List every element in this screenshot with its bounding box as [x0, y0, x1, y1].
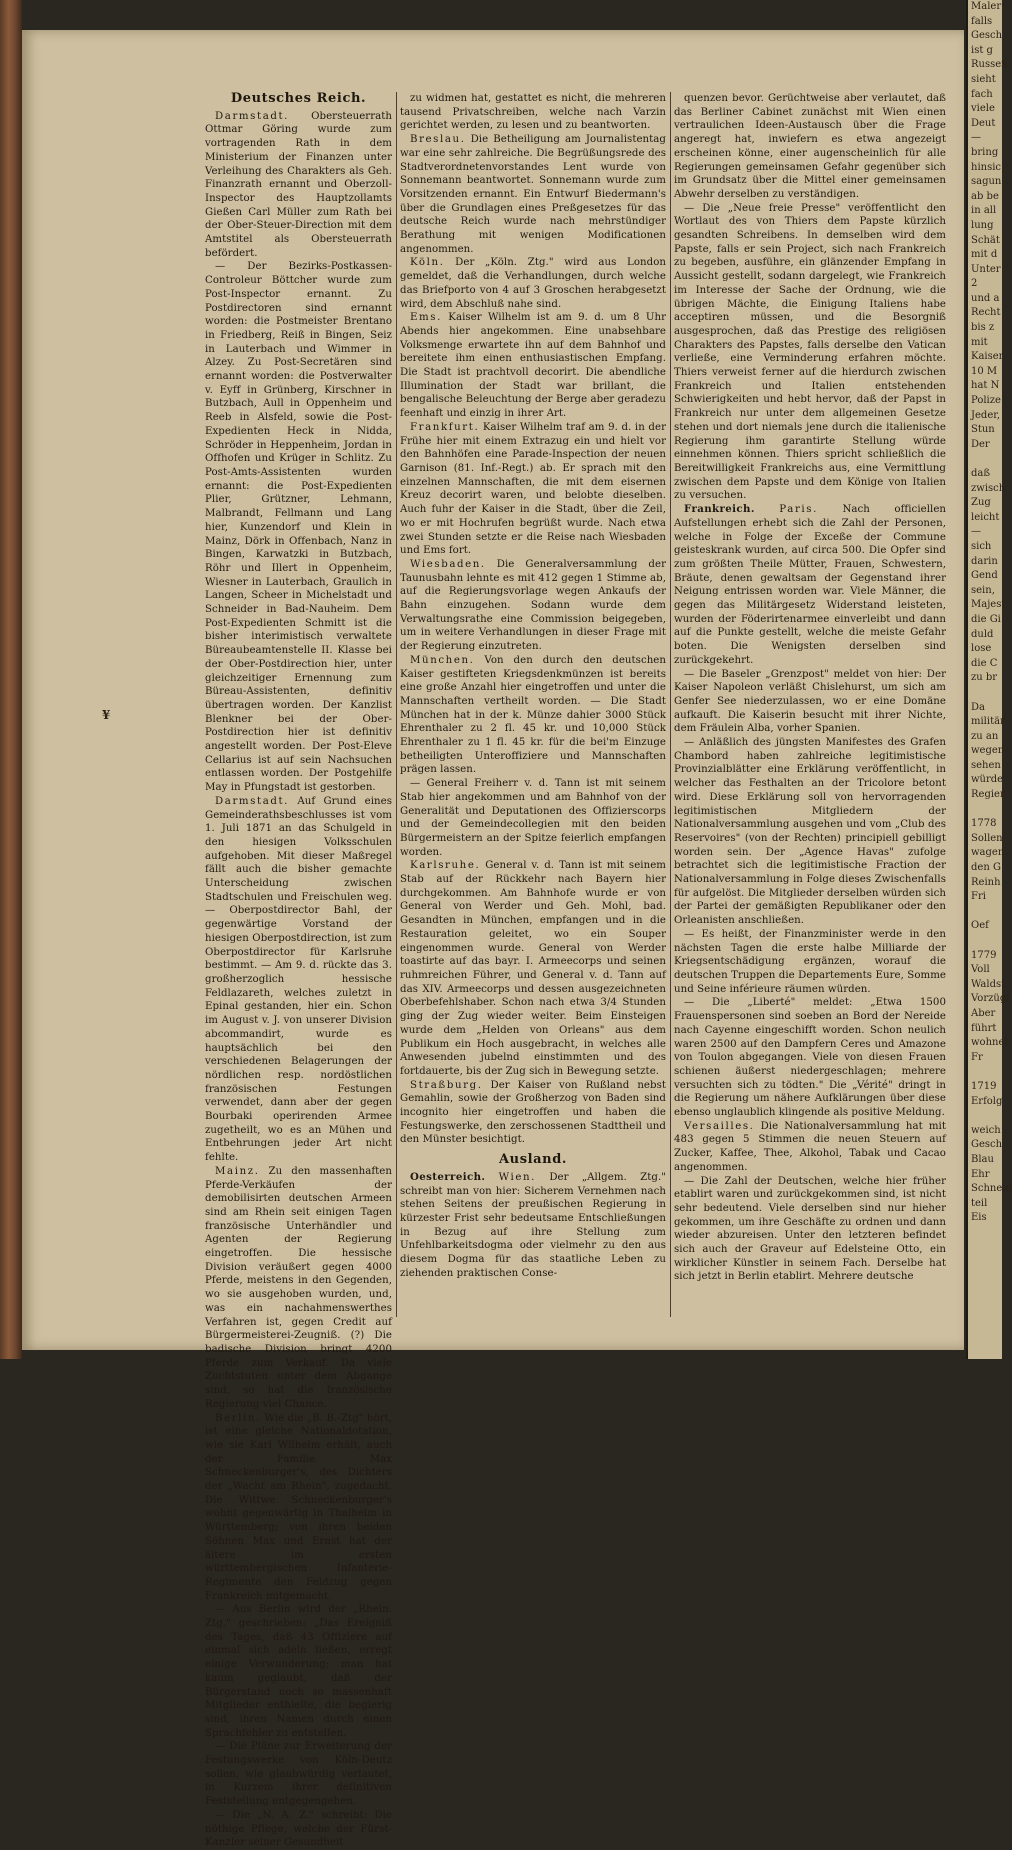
article-paragraph: [205, 1809, 392, 1850]
column-rule: [670, 92, 671, 1317]
dateline-place: Wiesbaden.: [410, 558, 486, 570]
adjacent-page-fragment: zu br: [971, 672, 998, 684]
article-paragraph: [400, 92, 666, 133]
dateline-place: Mainz.: [215, 1165, 260, 1177]
dateline-place: Straßburg.: [410, 1079, 483, 1091]
adjacent-page-fragment: lung: [971, 219, 994, 231]
adjacent-page-fragment: falls: [971, 15, 993, 27]
column-1: [205, 91, 392, 1849]
paragraph-text: — Die Pläne zur Erweiterung der Festungswerke von Köln-Deutz sollen, wie glaubwürdig verlautet, in Kurzem ihrer definitiven Feststellung entgegengehen.: [205, 1741, 392, 1808]
adjacent-page-fragment: Zug: [971, 497, 991, 509]
article-paragraph: [674, 996, 946, 1119]
country-subheading: Frankreich.: [684, 503, 755, 516]
adjacent-page-fragment: sieht: [971, 73, 996, 85]
dateline-place: München.: [410, 654, 475, 666]
adjacent-page-fragment: [968, 686, 1002, 701]
adjacent-page-fragment: Sollen: [971, 832, 1003, 844]
paragraph-text: Obersteuerrath Ottmar Göring wurde zum vortragenden Rath in dem Ministerium der Finanzen unter Verleihung des Charakters als Geh. Finanzrath ernannt und Oberzoll-Inspector des Hauptzollamts Gießen Carl Müller zum Rath bei der Ober-Steuer-Direction mit dem Amtstitel als Obersteuerrath befördert.: [205, 110, 392, 259]
adjacent-page-fragment: bis z: [971, 322, 995, 334]
adjacent-page-fragment: Russen: [971, 59, 1008, 71]
adjacent-page-fragment: Schät: [971, 234, 1000, 246]
paragraph-text: — Die Baseler „Grenzpost" meldet von hier: Der Kaiser Napoleon verläßt Chislehurst, um sich am Genfer See niederzulassen, wo er eine Domäne aufkauft. Die Kaiserin besucht mit ihrer Nichte, dem Fräulein Alba, vorher Spanien.: [674, 668, 946, 735]
dateline-place: Karlsruhe.: [410, 860, 481, 872]
dateline-place: Versailles.: [684, 1120, 755, 1132]
article-paragraph: [400, 1079, 666, 1148]
paragraph-text: Zu den massenhaften Pferde-Verkäufen der demobilisirten deutschen Armeen sind am Rhein seit einigen Tagen französische Unterhändler und Agenten der Regierung eingetroffen. Die hessische Division veräußert gegen 4000 Pferde, meistens in den Gegenden, wo sie ausgehoben wurden, und, was ein nachahmenswerthes Verfahren ist, gegen Credit auf Bürgermeisterei-Zeugniß. (?) Die badische Division bringt 4200 Pferde zum Verkauf. Da viele Zuchtstuten unter dem Abgange sind, so hat die französische Regierung viel Chance.: [205, 1165, 392, 1410]
article-paragraph: [674, 503, 946, 667]
adjacent-page-fragment: sagun: [971, 176, 1002, 188]
column-rule: [396, 92, 397, 1317]
paragraph-text: — Die „Liberté" meldet: „Etwa 1500 Frauenspersonen sind soeben an Bord der Nereide nach Cayenne eingeschifft worden. Schon neulich waren 2500 auf den Dampfern Ceres und Amazone von Toulon abgegangen. Viele von diesen Frauen schienen äußerst niedergeschlagen; mehrere versuchten sich zu tödten." Die „Vérité" dringt in die Regierung um nähere Aufklärungen über diese ebenso unglaublich klingende als positive Meldung.: [674, 997, 946, 1119]
adjacent-page-fragment: zu an: [971, 730, 999, 742]
paragraph-text: — Die „N. A. Z." schreibt: Die nöthige Pflege, welche der Fürst-Kanzler seiner Gesundheit: [205, 1809, 392, 1849]
adjacent-page-fragment: darin: [971, 555, 998, 567]
adjacent-page-edge: [966, 0, 1012, 1359]
article-paragraph: [205, 1740, 392, 1809]
adjacent-page-fragment: ab be: [971, 190, 999, 202]
article-paragraph: [674, 668, 946, 737]
book-spine: [0, 0, 22, 1359]
adjacent-page-fragment: sein,: [971, 584, 995, 596]
dateline-place: Wien.: [498, 1171, 537, 1183]
adjacent-page-fragment: Kaiser: [971, 351, 1004, 363]
article-paragraph: [400, 256, 666, 311]
adjacent-page-fragment: Stun: [971, 424, 995, 436]
article-paragraph: [205, 260, 392, 794]
adjacent-page-fragment: Polize: [971, 395, 1001, 407]
adjacent-page-fragment: Gend: [971, 570, 998, 582]
adjacent-page-fragment: Recht: [971, 307, 1001, 319]
article-paragraph: [674, 1175, 946, 1285]
adjacent-page-fragment: [968, 905, 1002, 920]
adjacent-page-fragment: den G: [971, 862, 1001, 874]
adjacent-page-fragment: Da: [971, 701, 985, 713]
adjacent-page-fragment: militär: [971, 716, 1005, 728]
dateline-place: Ems.: [410, 312, 442, 324]
paragraph-text: — Die Zahl der Deutschen, welche hier früher etablirt waren und zurückgekommen sind, ist nicht sehr bedeutend. Viele derselben sind nur hieher gekommen, um ihre Geschäfte zu ordnen und dann wieder abzureisen. Unter den letzteren befindet sich auch der Graveur auf Edelsteine Otto, ein wirklicher Künstler in seinem Fach. Derselbe hat sich jetzt in Berlin etablirt. Mehrere deutsche: [674, 1175, 946, 1283]
adjacent-page-fragment: Deut: [971, 117, 996, 129]
paragraph-text: Kaiser Wilhelm ist am 9. d. um 8 Uhr Abends hier angekommen. Eine unabsehbare Volksmenge erwartete ihn auf dem Bahnhof und bereitete ihm einen enthusiastischen Empfang. Die Stadt ist prachtvoll decorirt. Die abendliche Illumination der Stadt war brillant, die bengalische Beleuchtung der Berge aber geradezu feenhaft und einzig in ihrer Art.: [400, 312, 666, 420]
adjacent-page-fragment: Fr: [971, 1051, 983, 1063]
adjacent-page-fragment: sehen: [971, 759, 1001, 771]
adjacent-page-fragment: leicht: [971, 511, 1000, 523]
ausland-heading: Ausland.: [498, 1152, 568, 1168]
paragraph-text: — Die „Neue freie Presse" veröffentlicht den Wortlaut des von Thiers dem Papste kürzlich gesandten Schreibens. In demselben wird dem Papste, falls er sein Project, sich nach Frankreich zu begeben, ausführe, ein glänzender Empfang in Aussicht gestellt, sodann dargelegt, wie Frankreich im Interesse der Sache der Ordnung, wie die übrigen Mächte, die Einigung Italiens habe acceptiren müssen, und die Besorgniß ausgesprochen, daß das Prestige des religiösen Charakters des Papstes, falls derselbe den Vatican verließe, eine Verminderung erfahren möchte. Thiers verweist ferner auf die hierdurch zwischen Frankreich und Italien entstehenden Schwierigkeiten und hebt hervor, daß der Papst in Frankreich nur unter dem allgemeinen Gesetze stehen und dort niemals jene durch die italienische Regierung ihm garantirte Stellung würde einnehmen können. Thiers spricht schließlich die Bereitwilligkeit Frankreichs aus, eine Vermittlung zwischen dem Papste und dem Könige von Italien zu versuchen.: [674, 202, 946, 502]
article-paragraph: [674, 1120, 946, 1175]
article-paragraph: [205, 795, 392, 1165]
article-paragraph: [400, 558, 666, 654]
article-paragraph: [400, 1171, 666, 1281]
paragraph-text: Wie die „B. B.-Ztg" hört, ist eine gleiche Nationaldotation, wie sie Karl Wilhelm erhält, auch der Familie Max Schneckenburger's, des Dichters der „Wacht am Rhein", zugedacht. Die Wittwe Schneckenburger's wohnt gegenwärtig in Thalheim in Württemberg; von ihren beiden Söhnen Max und Ernst hat der ältere im ersten württembergischen Infanterie-Regimente den Feldzug gegen Frankreich mitgemacht.: [205, 1412, 392, 1602]
article-paragraph: [400, 777, 666, 859]
column-2: [400, 92, 666, 1317]
article-paragraph: [400, 133, 666, 256]
paragraph-text: quenzen bevor. Gerüchtweise aber verlautet, daß das Berliner Cabinet zunächst mit Wien einen vertraulichen Ideen-Austausch über die Frage angeregt hat, inwiefern es etwa angezeigt erscheinen könne, einer augenscheinlich für alle Regierungen gemeinsamen Gefahr gegenüber sich im Grundsatz über die Mittel einer gemeinsamen Abwehr derselben zu verständigen.: [674, 93, 946, 200]
article-paragraph: [205, 1603, 392, 1740]
adjacent-page-fragment: in all: [971, 205, 997, 217]
adjacent-page-fragment: [968, 803, 1002, 818]
adjacent-page-fragment: Unter: [971, 263, 1001, 275]
adjacent-page-fragment: teil: [971, 1197, 988, 1209]
adjacent-page-fragment: wagen: [971, 847, 1005, 859]
adjacent-page-fragment: Fri: [971, 891, 986, 903]
adjacent-page-fragment: Blau: [971, 1153, 994, 1165]
paragraph-text: — Der Bezirks-Postkassen-Controleur Böttcher wurde zum Post-Inspector ernannt. Zu Postdirectoren sind ernannt worden: die Postmeister Brentano in Friedberg, Reiß in Bingen, Seiz in Lauterbach und Wimmer in Alzey. Zu Post-Secretären sind ernannt worden: die Postverwalter v. Eyff in Grünberg, Kirschner in Butzbach, Aull in Oppenheim und Reeb in Alsfeld, sowie die Post-Expedienten Heck in Nidda, Schröder in Heppenheim, Jordan in Offhofen und Krüger in Schlitz. Zu Post-Amts-Assistenten wurden ernannt: die Post-Expedienten Plier, Grützner, Lehmann, Malbrandt, Fellmann und Lang hier, Kunzendorf und Klein in Mainz, Dörk in Offenbach, Nanz in Bingen, Karwatzki in Butzbach, Röhr und Illert in Oppenheim, Wiesner in Lauterbach, Graulich in Langen, Scheer in Michelstadt und Schneider in Bad-Nauheim. Dem Post-Expedienten Schmitt ist die bisher interimistisch verwaltete Büreaubeamtenstelle II. Klasse bei der Ober-Postdirection hier, unter gleichzeitiger Ernennung zum Büreau-Assistenten, definitiv übertragen worden. Der Kanzlist Blenkner bei der Ober-Postdirection hier ist definitiv angestellt worden. Der Post-Eleve Cellarius ist auf sein Nachsuchen entlassen worden. Der Postgehilfe May in Pfungstadt ist gestorben.: [205, 261, 392, 794]
adjacent-page-fragment: viele: [971, 103, 995, 115]
adjacent-page-fragment: sich: [971, 540, 992, 552]
article-paragraph: [400, 654, 666, 777]
article-paragraph: [674, 202, 946, 503]
article-paragraph: [400, 311, 666, 421]
article-paragraph: [674, 928, 946, 997]
adjacent-page-fragment: bring: [971, 146, 999, 158]
adjacent-page-fragment: Vorzügl: [971, 993, 1010, 1005]
paragraph-text: — Anläßlich des jüngsten Manifestes des Grafen Chambord haben zahlreiche legitimistische Provinzialblätter eine Erklärung veröffentlicht, in welcher das Festhalten an der Tricolore betont wird. Diese Erklärung soll von hervorragenden legitimistischen Mitgliedern der Nationalversammlung ausgehen und vom „Club des Reservoires" (von der Rechten) principiell gebilligt worden sein. Der „Agence Havas" zufolge betrachtet sich die legitimistische Fraction der Nationalversammlung in Folge dieses Zwischenfalls für aufgelöst. Die Mitglieder derselben würden sich der Partei der gemäßigten Republikaner oder den Orleanisten anschließen.: [674, 737, 946, 927]
adjacent-page-fragment: Maler: [971, 1, 1002, 12]
paragraph-text: Der Kaiser von Rußland nebst Gemahlin, sowie der Großherzog von Baden sind incognito hier eingetroffen und haben die Festungswerke, den zerschossenen Stadttheil und den Münster besichtigt.: [400, 1079, 667, 1146]
dateline-place: Paris.: [779, 504, 818, 516]
adjacent-page-fragment: ist g: [971, 44, 993, 56]
paragraph-text: Von den durch den deutschen Kaiser gestifteten Kriegsdenkmünzen ist bereits eine große Anzahl hier eingetroffen und unter die Mannschaften vertheilt worden. — Die Stadt München hat in der k. Münze dahier 3000 Stück Ehrenthaler zu 2 fl. 45 kr. und 10,000 Stück Ehrenthaler zu 1 fl. 45 kr. für die bei'm Einzuge betheiligten Unteroffiziere und Mannschaften prägen lassen.: [400, 654, 667, 776]
adjacent-page-fragment: weich: [971, 1124, 1001, 1136]
adjacent-page-fragment: 2: [971, 278, 978, 290]
adjacent-page-fragment: wohner: [971, 1037, 1010, 1049]
adjacent-page-fragment: Voll: [971, 964, 990, 976]
adjacent-page-fragment: fach: [971, 88, 993, 100]
article-paragraph: [400, 421, 666, 558]
article-paragraph: [205, 1165, 392, 1412]
paragraph-text: — Es heißt, der Finanzminister werde in den nächsten Tagen die erste halbe Milliarde der Kriegsentschädigung ergänzen, worauf die deutschen Truppen die Departements Eure, Somme und Seine inférieure räumen würden.: [674, 928, 946, 995]
section-heading: Deutsches Reich.: [230, 91, 367, 106]
paragraph-text: — General Freiherr v. d. Tann ist mit seinem Stab hier angekommen und am Bahnhof von der Generalität und Deputationen des Offizierscorps und der Gemeindecollegien mit den beiden Bürgermeistern an der Spitze feierlich empfangen worden.: [400, 778, 666, 858]
dateline-place: Breslau.: [410, 134, 466, 146]
paragraph-text: Der „Allgem. Ztg." schreibt man von hier: Sicherem Vernehmen nach stehen Seitens der preußischen Regierung in kürzester Frist sehr bedeutsame Entschließungen in Bezug auf ihre Stellung zum Unfehlbarkeitsdogma oder vielmehr zu den aus diesem Dogma für das staatliche Leben zu ziehenden praktischen Conse-: [400, 1171, 666, 1279]
adjacent-page-fragment: 1719: [971, 1080, 997, 1092]
dateline-place: Frankfurt.: [410, 421, 480, 433]
adjacent-page-fragment: hinsic: [971, 161, 1002, 173]
adjacent-page-fragment: Regier: [971, 789, 1005, 801]
paragraph-text: Kaiser Wilhelm traf am 9. d. in der Frühe hier mit einem Extrazug ein und hielt vor den Bahnhöfen eine Parade-Inspection der neuen Garnison (81. Inf.-Regt.) ab. Er sprach mit den einzelnen Mannschaften, die mit dem eisernen Kreuz decorirt waren, und belobte dieselben. Auch fuhr der Kaiser in die Stadt, über die Zeil, wo er mit Hochrufen begrüßt wurde. Nach etwa zwei Stunden setzte er die Reise nach Wiesbaden und Ems fort.: [400, 421, 666, 557]
adjacent-page-fragment: 10 M: [971, 365, 998, 377]
adjacent-page-fragment: Waldst: [971, 978, 1006, 990]
adjacent-page-fragment: [968, 452, 1002, 467]
adjacent-page-fragment: 1778: [971, 818, 997, 830]
adjacent-page-fragment: lose: [971, 643, 992, 655]
article-paragraph: [674, 92, 946, 202]
adjacent-page-fragment: Erfolg: [971, 1095, 1003, 1107]
adjacent-page-fragment: Gesch: [971, 30, 1003, 42]
article-paragraph: [205, 110, 392, 261]
adjacent-page-fragment: [968, 1065, 1002, 1080]
adjacent-page-fragment: führt: [971, 1022, 997, 1034]
dateline-place: Darmstadt.: [215, 110, 290, 122]
adjacent-page-fragment: Reinh: [971, 876, 1001, 888]
adjacent-page-fragment: mit d: [971, 249, 998, 261]
paragraph-text: — Aus Berlin wird der „Rhein. Ztg." geschrieben: „Das Ereigniß des Tages, daß 43 Offiziere auf einmal sich adeln ließen, erregt einige Verwunderung; man hat kaum geglaubt, daß der Bürgerstand noch so massenhaft Mitglieder enthielte, die begierig sind, ihren Namen durch einen Sprachfehler zu entstellen.: [205, 1604, 392, 1739]
adjacent-page-fragment: Oef: [971, 920, 989, 932]
paragraph-text: General v. d. Tann ist mit seinem Stab auf der Rückkehr nach Bayern hier durchgekommen. Am Bahnhofe wurde er von General von Werder und Geh. Mohl, bad. Gesandten in München, empfangen und in die Restauration geleitet, wo ein Souper eingenommen wurde. General von Werder toastirte auf das bayr. I. Armeecorps und seinen ruhmreichen Führer, und General v. d. Tann auf das XIV. Armeecorps und dessen ausgezeichneten Oberbefehlshaber. Schon nach etwa 3/4 Stunden ging der Zug wieder weiter. Beim Einsteigen wurde dem „Helden von Orleans" aus dem Publikum ein Hoch ausgebracht, in welches alle Anwesenden jubelnd einstimmten und des fortdauerte, bis der Zug sich in Bewegung setzte.: [400, 860, 667, 1077]
adjacent-page-fragment: und a: [971, 292, 1000, 304]
margin-mark: ¥: [102, 708, 111, 722]
adjacent-page-fragment: Majest: [971, 599, 1006, 611]
country-subheading: Oesterreich.: [410, 1170, 486, 1183]
adjacent-page-fragment: 1779: [971, 949, 997, 961]
adjacent-page-fragment: Eis: [971, 1212, 987, 1224]
article-paragraph: [205, 1412, 392, 1604]
paragraph-text: Die Betheiligung am Journalistentag war eine sehr zahlreiche. Die Begrüßungsrede des Stadtverordnetenvorstandes Lent wurde von Sonnemann beantwortet. Sonnemann wurde zum Vorsitzenden ernannt. Ein Entwurf Biedermann's über die Grundlagen eines Preßgesetzes für das deutsche Reich wurde nach mehrstündiger Berathung mit wenigen Modificationen angenommen.: [400, 134, 666, 255]
dateline-place: Berlin.: [215, 1412, 261, 1424]
paragraph-text: Die Generalversammlung der Taunusbahn lehnte es mit 412 gegen 1 Stimme ab, auf die Regierungsvorlage wegen Ankaufs der Bahn einzugehen. Sodann wurde dem Verwaltungsrathe eine Commission beigegeben, um in weitere Verhandlungen in dieser Frage mit der Regierung einzutreten.: [400, 558, 666, 653]
paragraph-text: Der „Köln. Ztg." wird aus London gemeldet, daß die Verhandlungen, durch welche das Briefporto von 4 auf 3 Groschen herabgesetzt wird, dem Abschluß nahe sind.: [400, 257, 666, 310]
adjacent-page-fragment: würde: [971, 774, 1004, 786]
adjacent-page-fragment: Schneid: [971, 1183, 1012, 1195]
adjacent-page-fragment: —: [971, 526, 981, 538]
adjacent-page-fragment: Gesch: [971, 1139, 1003, 1151]
adjacent-page-fragment: duld: [971, 628, 994, 640]
adjacent-page-fragment: zwisch: [971, 482, 1006, 494]
adjacent-page-fragment: hat N: [971, 380, 1000, 392]
adjacent-page-fragment: wegen: [971, 745, 1005, 757]
adjacent-page-fragment: die Gi: [971, 613, 1001, 625]
paragraph-text: Die Nationalversammlung hat mit 483 gegen 5 Stimmen die neuen Steuern auf Zucker, Kaffee, Thee, Alkohol, Tabak und Cacao angenommen.: [674, 1120, 946, 1173]
adjacent-page-fragment: daß: [971, 468, 991, 479]
adjacent-page-fragment: —: [971, 132, 981, 144]
adjacent-page-fragment: mit: [971, 336, 988, 348]
adjacent-page-fragment: [968, 1109, 1002, 1124]
paragraph-text: Nach officiellen Aufstellungen erhebt sich die Zahl der Personen, welche in Folge der Exceße der Commune geisteskrank wurden, auf circa 500. Die Opfer sind zum größten Theile Mütter, Frauen, Schwestern, Bräute, denen gewaltsam der Gegenstand ihrer Neigung entrissen worden war. Viele Männer, die gegen das Militärgesetz Widerstand leisteten, wurden der Föderirtenarmee einverleibt und dann auf die Punkte gestellt, welche die meiste Gefahr boten. Die Wenigsten derselben sind zurückgekehrt.: [674, 504, 947, 666]
column-3: [674, 92, 946, 1317]
adjacent-page-fragment: [968, 934, 1002, 949]
adjacent-page-fragment: Ehr: [971, 1168, 990, 1180]
dateline-place: Darmstadt.: [215, 795, 290, 807]
article-paragraph: [674, 736, 946, 928]
article-paragraph: [400, 859, 666, 1078]
paragraph-text: zu widmen hat, gestattet es nicht, die mehreren tausend Privatschreiben, welche nach Varzin gerichtet werden, zu lesen und zu beantworten.: [400, 93, 666, 132]
adjacent-page-fragment: Aber: [971, 1007, 996, 1019]
adjacent-page-fragment: die C: [971, 657, 998, 669]
dateline-place: Köln.: [410, 257, 445, 269]
paragraph-text: Auf Grund eines Gemeinderathsbeschlusses ist vom 1. Juli 1871 an das Schulgeld in den hiesigen Volksschulen aufgehoben. Mit dieser Maßregel fällt auch die bisher gemachte Unterscheidung zwischen Stadtschulen und Freischulen weg. — Oberpostdirector Bahl, der gegenwärtige Vorstand der hiesigen Oberpostdirection, ist zum Oberpostdirector für Karlsruhe bestimmt. — Am 9. d. rückte das 3. großherzoglich hessische Feldlazareth, welches zuletzt in Epinal gestanden, hier ein. Schon im August v. J. von unserer Division abcommandirt, wurde es hauptsächlich bei den verschiedenen Belagerungen der nördlichen resp. nordöstlichen französischen Festungen verwendet, dann aber der gegen Bourbaki operirenden Armee zugetheilt, wo es an Mühen und Entbehrungen jeder Art nicht fehlte.: [205, 795, 392, 1164]
adjacent-page-fragment: Jeder,: [971, 409, 1001, 421]
adjacent-page-fragment: Der: [971, 438, 990, 450]
